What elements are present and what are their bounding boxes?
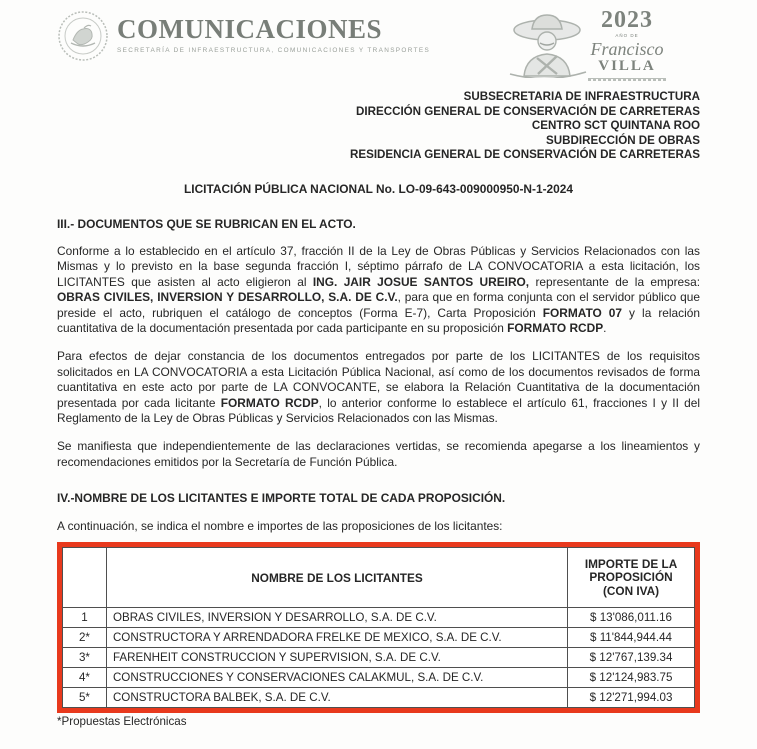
cell-amount: $ 12'767,139.34 bbox=[568, 648, 695, 668]
office-line: CENTRO SCT QUINTANA ROO bbox=[531, 119, 700, 133]
cell-number: 4* bbox=[63, 668, 107, 688]
badge-name-caps: VILLA bbox=[598, 57, 656, 74]
table-header-row bbox=[63, 548, 695, 608]
cell-number: 1 bbox=[63, 608, 107, 628]
cell-bidder-name: CONSTRUCCIONES Y CONSERVACIONES CALAKMUL, S.A. DE C.V. bbox=[106, 668, 567, 688]
sct-brand bbox=[57, 10, 430, 62]
section-4-heading: IV.-NOMBRE DE LOS LICITANTES E IMPORTE TOTAL DE CADA PROPOSICIÓN. bbox=[57, 491, 506, 506]
cell-bidder-name: FARENHEIT CONSTRUCCION Y SUPERVISION, S.A. DE C.V. bbox=[106, 648, 567, 668]
bidders-table bbox=[62, 547, 695, 708]
section-3-paragraph-3: Se manifiesta que independientemente de las declaraciones vertidas, se recomienda apegarse a los lineamientos y recomendaciones emitidos por la Secretaría de Función Pública. bbox=[57, 439, 700, 469]
cell-number: 3* bbox=[63, 648, 107, 668]
office-line: RESIDENCIA GENERAL DE CONSERVACIÓN DE CARRETERAS bbox=[349, 148, 700, 162]
badge-year: 2023 bbox=[601, 7, 653, 33]
sct-wordmark: COMUNICACIONES bbox=[117, 14, 383, 44]
cell-bidder-name: OBRAS CIVILES, INVERSION Y DESARROLLO, S.A. DE C.V. bbox=[106, 608, 567, 628]
office-line: DIRECCIÓN GENERAL DE CONSERVACIÓN DE CARRETERAS bbox=[356, 104, 700, 118]
table-row bbox=[63, 688, 695, 708]
table-row bbox=[63, 628, 695, 648]
section-3-heading: III.- DOCUMENTOS QUE SE RUBRICAN EN EL ACTO. bbox=[57, 216, 356, 231]
cell-amount: $ 11'844,944.44 bbox=[568, 628, 695, 648]
cell-number: 5* bbox=[63, 688, 107, 708]
office-line: SUBDIRECCIÓN DE OBRAS bbox=[546, 133, 700, 147]
header-cell-number bbox=[63, 548, 107, 608]
badge-text bbox=[588, 8, 666, 81]
badge-year-label: AÑO DE bbox=[615, 33, 639, 38]
sct-wordmark-subtitle: SECRETARÍA DE INFRAESTRUCTURA, COMUNICACIONES Y TRANSPORTES bbox=[117, 47, 431, 54]
cell-amount: $ 13'086,011.16 bbox=[568, 608, 695, 628]
table-row bbox=[63, 608, 695, 628]
francisco-villa-badge bbox=[504, 8, 700, 81]
document-title: LICITACIÓN PÚBLICA NACIONAL No. LO-09-643-009000950-N-1-2024 bbox=[184, 181, 573, 196]
table-highlight-frame bbox=[57, 542, 700, 713]
office-address-block bbox=[57, 90, 700, 163]
cell-amount: $ 12'271,994.03 bbox=[568, 688, 695, 708]
header-cell-name: NOMBRE DE LOS LICITANTES bbox=[106, 548, 567, 608]
sct-brand-text bbox=[117, 16, 430, 54]
electronic-proposals-footnote: *Propuestas Electrónicas bbox=[57, 715, 187, 729]
table-row bbox=[63, 648, 695, 668]
cell-bidder-name: CONSTRUCTORA BALBEK, S.A. DE C.V. bbox=[106, 688, 567, 708]
section-4-intro: A continuación, se indica el nombre e importes de las proposiciones de los licitantes: bbox=[57, 519, 503, 534]
section-3-paragraph-2: Para efectos de dejar constancia de los documentos entregados por parte de los LICITANTES de los requisitos solicitados en LA CONVOCATORIA a esta Licitación Pública Nacional, así como de los documentos revisados de forma cuantitativa en este acto por parte de LA CONVOCANTE, se elabora la Relación Cuantitativa de la documentación presentada por cada licitante FORMATO RCDP, lo anterior conforme lo establece el artículo 61, fracciones I y II del Reglamento de la Ley de Obras Públicas y Servicios Relacionados con las Mismas. bbox=[57, 349, 700, 426]
table-row bbox=[63, 668, 695, 688]
office-line: SUBSECRETARIA DE INFRAESTRUCTURA bbox=[463, 90, 700, 103]
cell-bidder-name: CONSTRUCTORA Y ARRENDADORA FRELKE DE MEXICO, S.A. DE C.V. bbox=[106, 628, 567, 648]
badge-name-script: Francisco bbox=[590, 38, 664, 59]
document-header bbox=[57, 6, 700, 84]
cell-amount: $ 12'124,983.75 bbox=[568, 668, 695, 688]
section-3-paragraph-1: Conforme a lo establecido en el artículo 37, fracción II de la Ley de Obras Públicas y Servicios Relacionados con las Mismas y lo previsto en la base segunda fracción I, séptimo párrafo de LA CONVOCATORIA a esta licitación, los LICITANTES que asisten al acto eligieron al ING. JAIR JOSUE SANTOS UREIRO, representante de la empresa: OBRAS CIVILES, INVERSION Y DESARROLLO, S.A. DE C.V., para que en forma conjunta con el servidor público que preside el acto, rubriquen el catálogo de conceptos (Forma E-7), Carta Proposición FORMATO 07 y la relación cuantitativa de la documentación presentada por cada participante en su proposición FORMATO RCDP. bbox=[57, 243, 700, 335]
header-cell-amount: IMPORTE DE LA PROPOSICIÓN (CON IVA) bbox=[568, 548, 695, 608]
badge-small-print bbox=[588, 78, 666, 81]
francisco-villa-portrait-icon bbox=[504, 8, 590, 78]
mexico-seal-icon bbox=[57, 10, 109, 62]
cell-number: 2* bbox=[63, 628, 107, 648]
